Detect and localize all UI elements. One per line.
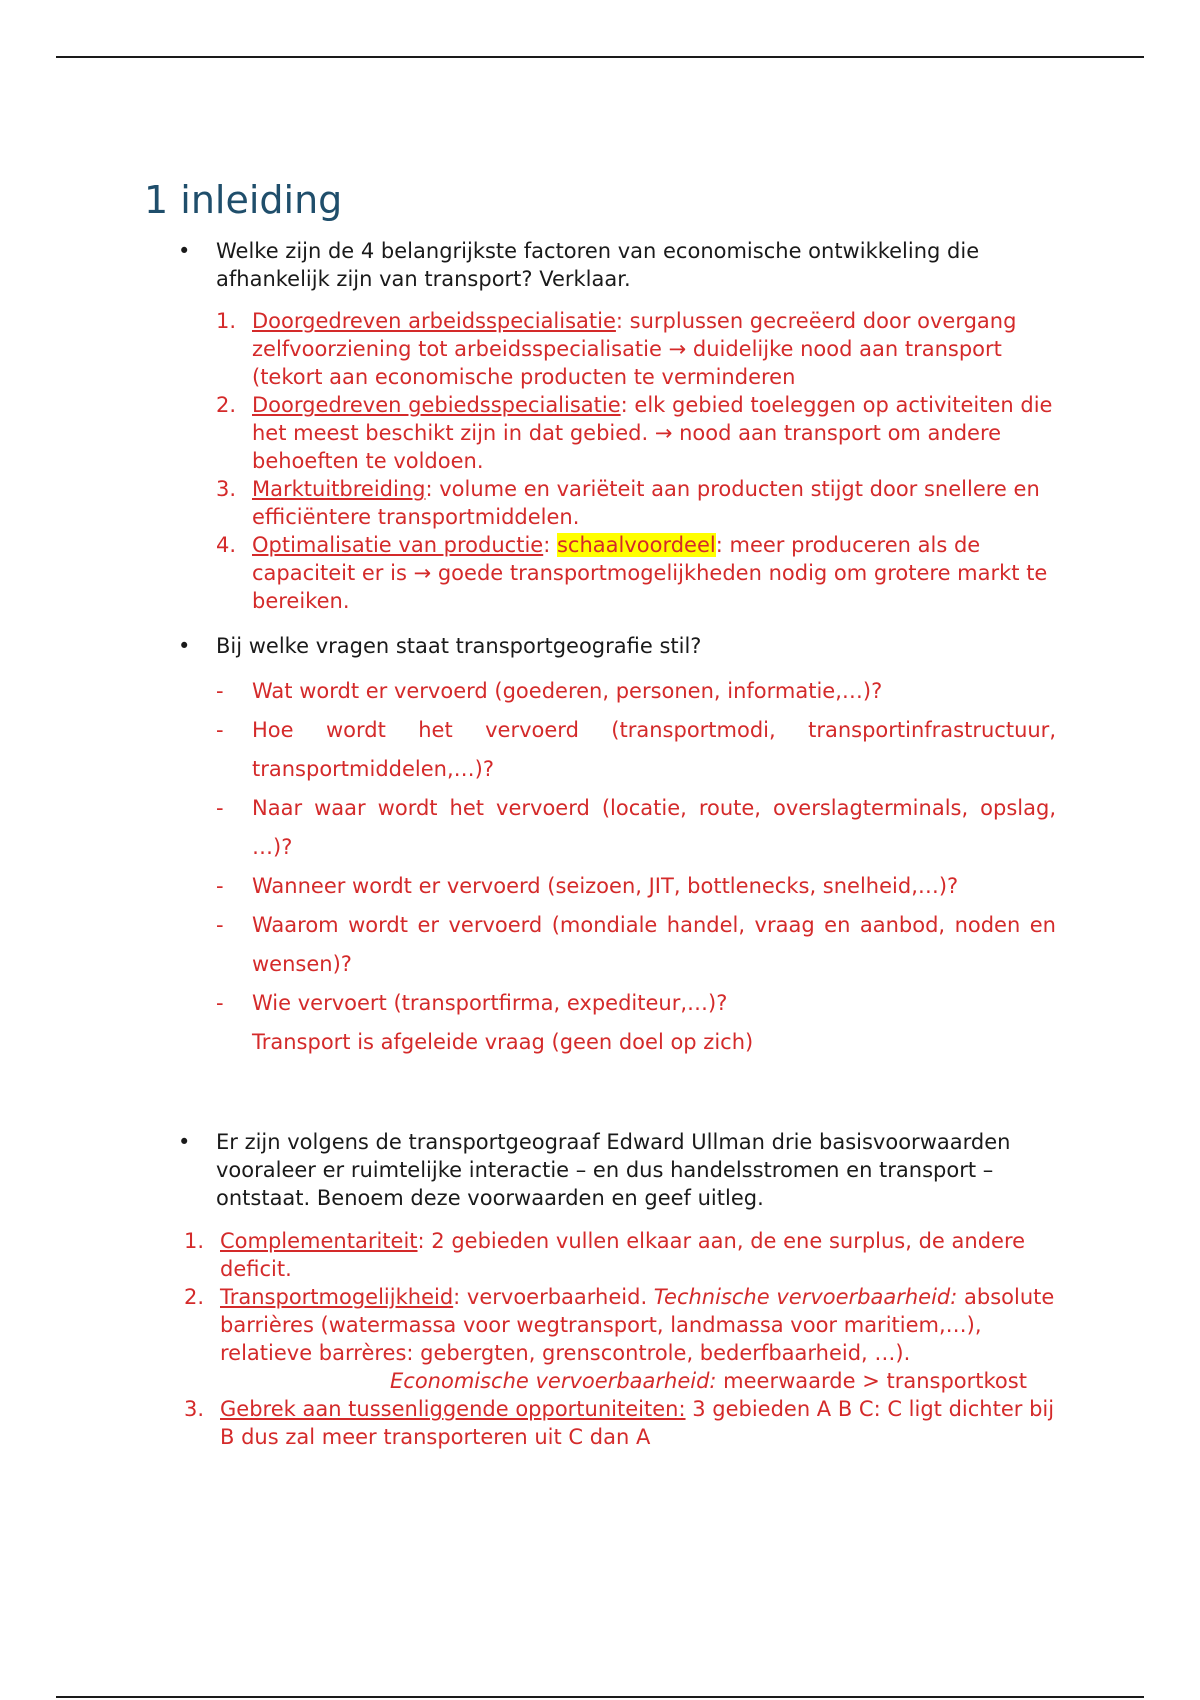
list-item — [216, 307, 1056, 391]
question-2 — [178, 632, 1046, 660]
explanation: 3 gebieden A B C: C ligt dichter bij B dus zal meer transporteren uit C dan A — [220, 1397, 1055, 1449]
item-number: 3. — [216, 477, 237, 501]
list-item — [216, 531, 1056, 615]
list-item — [184, 1227, 1056, 1283]
dash-marker: - — [216, 718, 224, 742]
term: Marktuitbreiding — [252, 477, 426, 501]
term: Doorgedreven arbeidsspecialisatie — [252, 309, 616, 333]
list-item — [216, 711, 1056, 789]
note — [216, 1023, 1056, 1062]
dash-marker: - — [216, 679, 224, 703]
term: Gebrek aan tussenliggende opportuniteiten: — [220, 1397, 686, 1421]
question-1 — [178, 237, 1046, 293]
italic-term: Technische vervoerbaarheid: — [653, 1285, 958, 1309]
term: Transportmogelijkheid — [220, 1285, 454, 1309]
term: Doorgedreven gebiedsspecialisatie — [252, 393, 621, 417]
answer-list-2 — [216, 672, 1056, 1062]
dash-marker: - — [216, 796, 224, 820]
list-item-text: Naar waar wordt het vervoerd (locatie, route, overslagterminals, opslag, …)? — [252, 796, 1056, 859]
list-item-text: Hoe wordt het vervoerd (transportmodi, transportinfrastructuur, transportmiddelen,…)? — [252, 718, 1056, 781]
explanation: : vervoerbaarheid. — [453, 1285, 654, 1309]
list-item — [216, 984, 1056, 1023]
list-item — [216, 672, 1056, 711]
question-text: Er zijn volgens de transportgeograaf Edward Ullman drie basisvoorwaarden vooraleer er ruimtelijke interactie – en dus handelsstromen en transport – ontstaat. Benoem deze voorwaarden en geef uitleg. — [216, 1130, 1011, 1210]
question-3 — [178, 1128, 1046, 1212]
list-item-text: Wanneer wordt er vervoerd (seizoen, JIT, bottlenecks, snelheid,…)? — [252, 874, 959, 898]
bullet-icon: • — [178, 239, 191, 263]
answer-list-1 — [216, 307, 1056, 615]
term: Optimalisatie van productie — [252, 533, 544, 557]
dash-marker: - — [216, 913, 224, 937]
list-item — [216, 789, 1056, 867]
list-item — [216, 906, 1056, 984]
term: Complementariteit — [220, 1229, 418, 1253]
item-number: 1. — [184, 1229, 205, 1253]
note-text: Transport is afgeleide vraag (geen doel op zich) — [252, 1030, 754, 1054]
dash-marker: - — [216, 874, 224, 898]
dash-marker: - — [216, 991, 224, 1015]
item-number: 2. — [216, 393, 237, 417]
explanation: : meer produceren als de capaciteit er is → goede transportmogelijkheden nodig om grotere markt te bereiken. — [252, 533, 1048, 613]
footer-rule — [56, 1696, 1144, 1698]
list-item — [184, 1395, 1056, 1451]
explanation: : surplussen gecreëerd door overgang zelfvoorziening tot arbeidsspecialisatie → duidelijke nood aan transport (tekort aan economische producten te verminderen — [252, 309, 1017, 389]
item-number: 3. — [184, 1397, 205, 1421]
italic-term: Economische vervoerbaarheid: — [390, 1369, 717, 1393]
item-number: 2. — [184, 1285, 205, 1309]
question-text: Welke zijn de 4 belangrijkste factoren van economische ontwikkeling die afhankelijk zijn van transport? Verklaar. — [216, 239, 980, 291]
explanation: : elk gebied toeleggen op activiteiten die het meest beschikt zijn in dat gebied. → nood aan transport om andere behoeften te voldoen. — [252, 393, 1053, 473]
bullet-icon: • — [178, 634, 191, 658]
explanation: : volume en variëteit aan producten stijgt door snellere en efficiëntere transportmiddelen. — [252, 477, 1040, 529]
item-number: 1. — [216, 309, 237, 333]
list-item-text: Waarom wordt er vervoerd (mondiale handel, vraag en aanbod, noden en wensen)? — [252, 913, 1056, 976]
explanation: meerwaarde > transportkost — [716, 1369, 1027, 1393]
separator: : — [543, 533, 557, 557]
highlighted-term: schaalvoordeel — [556, 533, 716, 557]
question-text: Bij welke vragen staat transportgeografie stil? — [216, 634, 702, 658]
list-item — [216, 391, 1056, 475]
item-number: 4. — [216, 533, 237, 557]
bullet-icon: • — [178, 1130, 191, 1154]
list-item — [216, 867, 1056, 906]
explanation: absolute barrières (watermassa voor wegtransport, landmassa voor maritiem,…), relatieve barrères: gebergten, grenscontrole, bederfbaarheid, …). — [220, 1285, 1055, 1365]
answer-list-3 — [184, 1227, 1056, 1451]
list-item-text: Wat wordt er vervoerd (goederen, personen, informatie,…)? — [252, 679, 883, 703]
header-rule — [56, 56, 1144, 58]
explanation: : 2 gebieden vullen elkaar aan, de ene surplus, de andere deficit. — [220, 1229, 1026, 1281]
list-item — [184, 1283, 1056, 1395]
list-item — [216, 475, 1056, 531]
list-item-text: Wie vervoert (transportfirma, expediteur,…)? — [252, 991, 728, 1015]
section-heading: 1 inleiding — [144, 178, 343, 222]
